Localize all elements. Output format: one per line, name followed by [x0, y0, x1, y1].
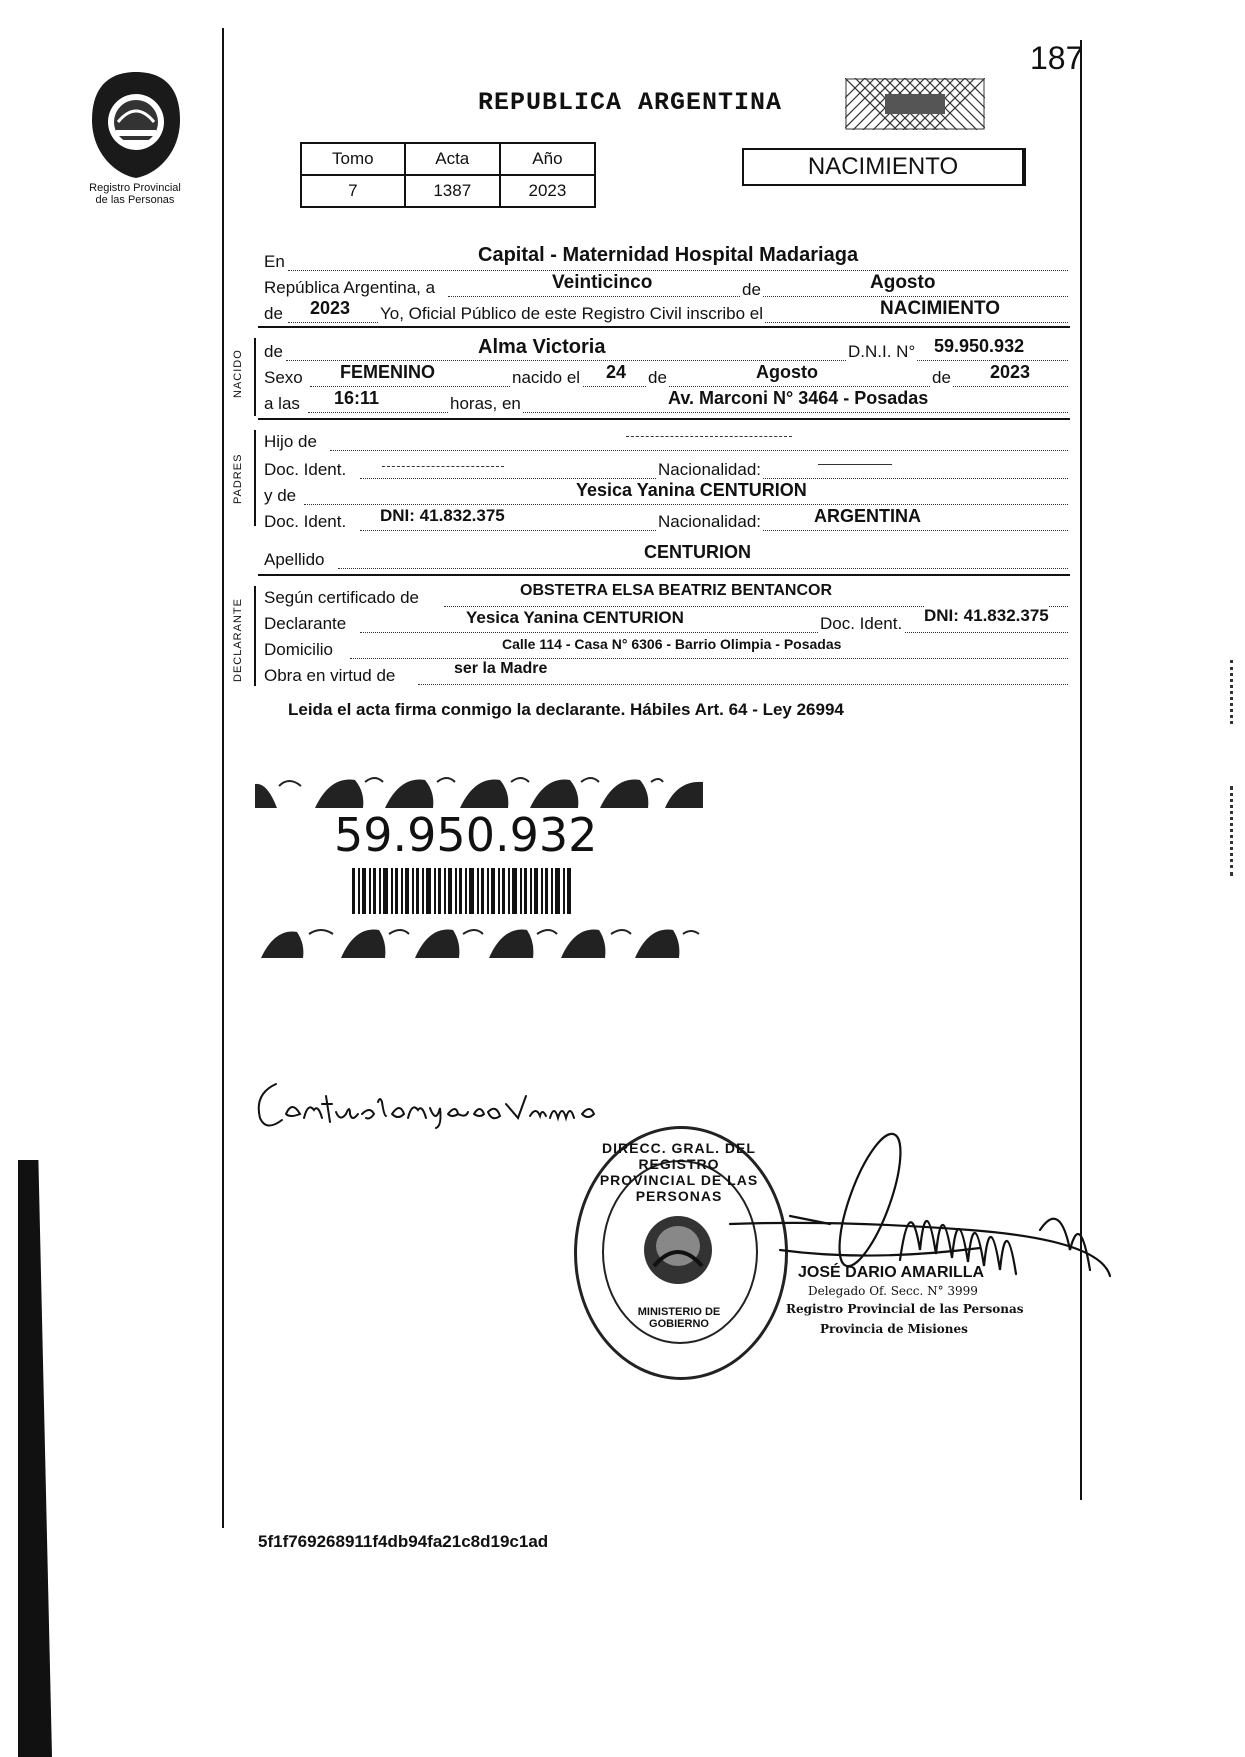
- label-yo-oficial: Yo, Oficial Público de este Registro Civil inscribo el: [380, 304, 763, 323]
- dotted-line: [286, 360, 1068, 361]
- value-declarant: Yesica Yanina CENTURION: [466, 608, 684, 627]
- stamp-ring-text: DIRECC. GRAL. DEL REGISTRO PROVINCIAL DE LAS PERSONAS: [599, 1140, 759, 1204]
- section-divider: [258, 574, 1070, 576]
- label-de-year: de: [264, 304, 283, 323]
- label-sexo: Sexo: [264, 368, 303, 387]
- record-type-box: NACIMIENTO: [742, 148, 1026, 186]
- blank-father-doc: [382, 466, 504, 467]
- table-header: Tomo: [301, 143, 405, 175]
- left-margin-line: [222, 28, 224, 1528]
- country-title: REPUBLICA ARGENTINA: [478, 88, 783, 117]
- table-cell: 1387: [405, 175, 500, 207]
- label-segun: Según certificado de: [264, 588, 419, 607]
- label-horas-en: horas, en: [450, 394, 521, 413]
- value-mother-nationality: ARGENTINA: [814, 506, 921, 526]
- scan-speck: [1230, 660, 1236, 724]
- section-bar: [254, 586, 256, 686]
- table-header: Acta: [405, 143, 500, 175]
- dotted-line: [288, 270, 1068, 271]
- dotted-line: [338, 568, 1068, 569]
- dni-pattern-bottom: [255, 924, 705, 960]
- official-line2: Delegado Of. Secc. N° 3999: [808, 1284, 978, 1298]
- dotted-line: [418, 684, 1068, 685]
- logo-caption: [70, 182, 200, 206]
- label-apellido: Apellido: [264, 550, 325, 569]
- closing-note: Leida el acta firma conmigo la declarante. Hábiles Art. 64 - Ley 26994: [288, 700, 844, 719]
- logo-caption-line1: Registro Provincial: [89, 182, 181, 194]
- section-bar: [254, 338, 256, 416]
- scan-shadow: [18, 1160, 52, 1757]
- dotted-line: [310, 386, 1068, 387]
- dotted-line: [360, 632, 1068, 633]
- declarant-signature: [252, 1074, 652, 1134]
- label-a-las: a las: [264, 394, 300, 413]
- record-table: [300, 142, 596, 208]
- label-de-day: de: [648, 368, 667, 387]
- value-dni: 59.950.932: [934, 336, 1025, 356]
- dotted-line: [308, 412, 1068, 413]
- section-divider: [258, 326, 1070, 328]
- label-nacionalidad-1: Nacionalidad:: [658, 460, 762, 479]
- dotted-line: [304, 504, 1068, 505]
- value-birth-year: 2023: [990, 362, 1031, 382]
- section-divider: [258, 418, 1070, 420]
- label-doc-ident-1: Doc. Ident.: [264, 460, 347, 479]
- blank-father-line: [626, 436, 792, 437]
- label-dni: D.N.I. N°: [848, 342, 916, 361]
- table-header: Año: [500, 143, 595, 175]
- dni-pattern-top: [255, 774, 705, 810]
- label-doc-ident-3: Doc. Ident.: [820, 614, 903, 633]
- table-cell: 2023: [500, 175, 595, 207]
- stamp-inner-text: MINISTERIO DE GOBIERNO: [637, 1306, 721, 1330]
- value-record-kind: NACIMIENTO: [880, 298, 1000, 319]
- label-declarante: Declarante: [264, 614, 347, 633]
- value-birth-month: Agosto: [756, 362, 818, 382]
- document-hash: 5f1f769268911f4db94fa21c8d19c1ad: [258, 1532, 549, 1551]
- value-certificate-by: OBSTETRA ELSA BEATRIZ BENTANCOR: [520, 582, 832, 599]
- value-address: Av. Marconi N° 3464 - Posadas: [668, 388, 929, 408]
- misiones-logo: [88, 70, 184, 180]
- dotted-line: [330, 450, 1068, 451]
- value-name: Alma Victoria: [478, 336, 606, 358]
- label-de-name: de: [264, 342, 283, 361]
- value-day-words: Veinticinco: [552, 272, 653, 293]
- value-month: Agosto: [870, 272, 936, 293]
- section-label-nacido: NACIDO: [232, 349, 244, 398]
- value-domicile: Calle 114 - Casa N° 6306 - Barrio Olimpia - Posadas: [502, 636, 842, 652]
- label-republica: República Argentina, a: [264, 278, 436, 297]
- value-sex: FEMENINO: [340, 362, 436, 382]
- scan-speck: [1230, 786, 1236, 876]
- value-mother-doc: DNI: 41.832.375: [380, 506, 505, 525]
- label-nacionalidad-2: Nacionalidad:: [658, 512, 762, 531]
- dotted-line: [350, 658, 1068, 659]
- section-label-declarante: DECLARANTE: [232, 598, 244, 682]
- official-line4: Provincia de Misiones: [820, 1322, 968, 1336]
- label-nacido-el: nacido el: [512, 368, 581, 387]
- label-de-mes: de: [742, 280, 761, 299]
- blank-father-nationality: [818, 464, 892, 465]
- table-cell: 7: [301, 175, 405, 207]
- label-obra: Obra en virtud de: [264, 666, 396, 685]
- section-label-padres: PADRES: [232, 453, 244, 504]
- label-doc-ident-2: Doc. Ident.: [264, 512, 347, 531]
- section-bar: [254, 430, 256, 526]
- logo-caption-line2: de las Personas: [95, 194, 175, 206]
- page-number: 187: [1030, 40, 1084, 76]
- value-mother: Yesica Yanina CENTURION: [576, 480, 807, 500]
- security-emblem: [845, 78, 985, 130]
- label-y-de: y de: [264, 486, 297, 505]
- value-surname: CENTURION: [644, 542, 751, 562]
- dni-number-label: 59.950.932: [334, 808, 598, 862]
- label-hijo-de: Hijo de: [264, 432, 317, 451]
- dni-barcode: [352, 868, 572, 914]
- label-en: En: [264, 252, 285, 271]
- value-time: 16:11: [334, 388, 380, 408]
- value-birth-day: 24: [606, 362, 627, 382]
- label-de-birth-year: de: [932, 368, 951, 387]
- value-place: Capital - Maternidad Hospital Madariaga: [478, 244, 859, 266]
- value-by-virtue: ser la Madre: [454, 660, 548, 677]
- value-year: 2023: [310, 298, 351, 318]
- official-line3: Registro Provincial de las Personas: [786, 1302, 1024, 1316]
- value-declarant-doc: DNI: 41.832.375: [924, 606, 1049, 625]
- official-name: JOSÉ DARIO AMARILLA: [798, 1264, 985, 1281]
- label-domicilio: Domicilio: [264, 640, 333, 659]
